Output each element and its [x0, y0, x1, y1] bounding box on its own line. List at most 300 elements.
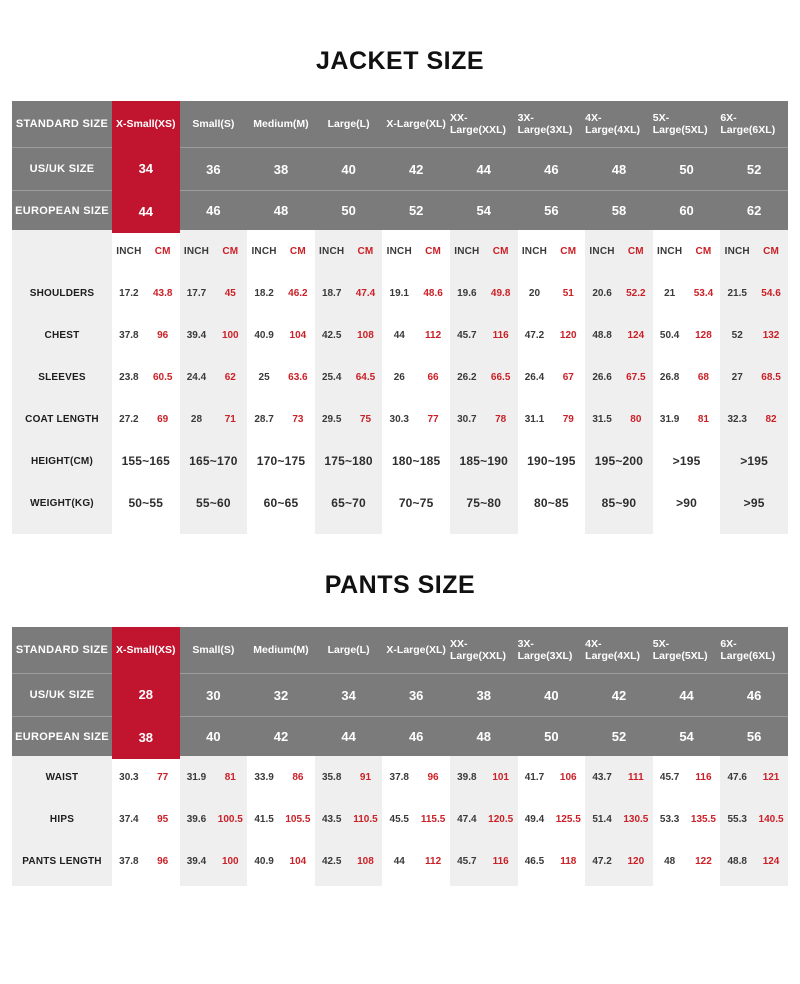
- measure-cell: [112, 840, 180, 882]
- inch-value: 55.3: [727, 813, 747, 825]
- row-label: STANDARD SIZE: [15, 644, 109, 656]
- cm-value: 54.6: [761, 287, 781, 299]
- cm-value: 132: [762, 329, 780, 341]
- size-column-cell: 34: [341, 687, 356, 703]
- measure-cell: [720, 840, 788, 882]
- measure-cell: [180, 756, 248, 798]
- inch-value: 37.8: [119, 855, 139, 867]
- table-body: [12, 230, 788, 534]
- measure-cell: [720, 356, 788, 398]
- cm-value: 116: [492, 329, 509, 341]
- measure-cell: [112, 798, 180, 840]
- cm-value: 63.6: [288, 371, 308, 383]
- inch-unit-label: INCH: [183, 245, 210, 257]
- measure-cell: [112, 314, 180, 356]
- cm-value: 91: [359, 771, 372, 783]
- size-column-cell: 46: [408, 729, 424, 744]
- cm-value: 47.4: [355, 287, 376, 299]
- inch-value: 33.9: [254, 771, 274, 783]
- inch-value: 26: [393, 371, 405, 383]
- measure-cell: [720, 398, 788, 440]
- inch-value: 51.4: [592, 813, 612, 825]
- measure-cell: [382, 798, 450, 840]
- cm-value: 135.5: [690, 813, 716, 825]
- size-column-cell: 50: [679, 161, 694, 177]
- size-column-cell: 50: [544, 729, 559, 744]
- inch-value: 47.4: [457, 813, 477, 825]
- cm-value: 78: [495, 413, 507, 425]
- size-column-cell: 44: [679, 687, 694, 703]
- cm-value: 67.5: [626, 371, 646, 383]
- measure-cell: [450, 756, 518, 798]
- cm-value: 81: [697, 413, 709, 425]
- inch-value: 35.8: [321, 771, 342, 783]
- measure-cell: [518, 756, 586, 798]
- size-column-cell: Medium(M): [253, 644, 309, 656]
- size-column-cell: 38: [476, 687, 491, 703]
- measure-cell: [112, 272, 180, 314]
- range-cell: 175~180: [315, 440, 383, 482]
- range-cell: 85~90: [585, 482, 653, 524]
- cm-value: 71: [224, 413, 236, 425]
- inch-value: 17.7: [186, 287, 207, 299]
- cm-value: 49.8: [490, 287, 511, 299]
- inch-value: 47.6: [727, 771, 747, 783]
- range-row: [12, 440, 788, 482]
- measure-cell: [247, 314, 315, 356]
- size-column-cell: 38: [273, 161, 289, 177]
- cm-value: 124: [627, 329, 645, 341]
- cm-value: 130.5: [623, 813, 649, 825]
- cm-unit-label: CM: [154, 245, 171, 257]
- cm-unit-label: CM: [763, 245, 780, 257]
- inch-value: 30.3: [119, 771, 139, 783]
- filler-row: [12, 524, 788, 534]
- inch-value: 47.2: [524, 329, 545, 341]
- pants-size-title: PANTS SIZE: [324, 571, 476, 599]
- filler-cell: [585, 882, 653, 886]
- inch-value: 21: [664, 287, 676, 299]
- range-cell: 70~75: [398, 496, 434, 510]
- cm-value: 77: [427, 413, 439, 425]
- filler-cell: [585, 524, 653, 534]
- filler-cell: [720, 524, 788, 534]
- range-cell: 165~170: [180, 440, 248, 482]
- cm-value: 140.5: [758, 813, 784, 825]
- cm-value: 104: [289, 329, 307, 341]
- size-column-cell: 62: [746, 203, 762, 218]
- inch-value: 20.6: [592, 287, 612, 299]
- filler-cell: [450, 882, 518, 886]
- size-column-cell: 32: [273, 687, 289, 703]
- inch-value: 43.5: [321, 813, 342, 825]
- inch-value: 53.3: [659, 813, 680, 825]
- cm-value: 100: [221, 855, 239, 867]
- filler-row: [12, 882, 788, 886]
- measure-cell: [450, 398, 518, 440]
- measure-cell: [247, 798, 315, 840]
- range-row: [12, 482, 788, 524]
- inch-value: 37.8: [389, 771, 409, 783]
- inch-unit-label: INCH: [319, 245, 345, 257]
- size-column-cell: 52: [408, 203, 424, 218]
- measure-row: [12, 272, 788, 314]
- inch-value: 48.8: [727, 855, 747, 867]
- size-column-cell: XX-Large(XXL): [449, 638, 506, 662]
- highlight-column-header: X-Small(XS): [116, 644, 176, 656]
- size-column-cell: 52: [611, 729, 627, 744]
- cm-value: 46.2: [288, 287, 308, 299]
- measure-cell: [720, 756, 788, 798]
- inch-value: 31.9: [186, 771, 207, 783]
- inch-value: 26.4: [524, 371, 545, 383]
- filler-cell: [518, 882, 586, 886]
- inch-value: 31.1: [524, 413, 545, 425]
- filler-cell: [180, 524, 248, 534]
- inch-value: 19.1: [389, 287, 409, 299]
- range-cell: 155~165: [121, 454, 171, 468]
- cm-value: 120: [627, 855, 645, 867]
- measure-cell: [180, 356, 248, 398]
- cm-value: 66.5: [490, 371, 511, 383]
- inch-value: 37.8: [119, 329, 139, 341]
- measure-cell: [315, 798, 383, 840]
- measure-cell: [720, 798, 788, 840]
- units-cell: [720, 230, 788, 272]
- cm-unit-label: CM: [357, 245, 374, 257]
- size-column-cell: 4X-Large(4XL): [585, 112, 640, 136]
- size-column-cell: 42: [611, 687, 627, 703]
- size-column-cell: XX-Large(XXL): [449, 112, 506, 136]
- measure-cell: [180, 272, 248, 314]
- measure-cell: [653, 798, 721, 840]
- measure-cell: [518, 356, 586, 398]
- measure-cell: [585, 798, 653, 840]
- table-body: [12, 756, 788, 886]
- inch-value: 19.6: [457, 287, 477, 299]
- cm-value: 77: [157, 771, 169, 783]
- highlight-column-header: X-Small(XS): [116, 118, 176, 130]
- measure-cell: [720, 272, 788, 314]
- size-column-cell: Large(L): [327, 644, 370, 656]
- cm-value: 100.5: [217, 813, 243, 825]
- size-column-cell: 48: [611, 161, 627, 177]
- cm-value: 82: [765, 413, 777, 425]
- measure-cell: [247, 398, 315, 440]
- size-column-cell: Small(S): [192, 644, 235, 656]
- range-cell: 185~190: [450, 440, 518, 482]
- measure-cell: [180, 798, 248, 840]
- range-cell: 55~60: [180, 482, 248, 524]
- inch-value: 48.8: [592, 329, 612, 341]
- cm-value: 122: [695, 855, 712, 867]
- inch-value: 44: [393, 855, 405, 867]
- range-cell: >195: [720, 440, 788, 482]
- measure-cell: [653, 840, 721, 882]
- inch-value: 26.8: [659, 371, 680, 383]
- units-cell: [247, 230, 315, 272]
- measure-cell: [382, 356, 450, 398]
- size-column-cell: 6X-Large(6XL): [720, 112, 776, 136]
- measure-cell: [315, 356, 383, 398]
- units-cell: [112, 230, 180, 272]
- row-label: HIPS: [12, 798, 112, 840]
- cm-value: 106: [559, 771, 577, 783]
- cm-value: 128: [695, 329, 712, 341]
- size-column-cell: Medium(M): [253, 118, 309, 130]
- row-label: PANTS LENGTH: [12, 840, 112, 882]
- size-column-cell: 46: [206, 203, 221, 218]
- filler-cell: [382, 524, 450, 534]
- measure-cell: [112, 398, 180, 440]
- size-column-cell: 48: [273, 203, 289, 218]
- units-cell: [450, 230, 518, 272]
- inch-value: 40.9: [254, 329, 274, 341]
- inch-unit-label: INCH: [521, 245, 548, 257]
- measure-cell: [180, 840, 248, 882]
- size-column-cell: 44: [341, 729, 356, 744]
- measure-row: [12, 356, 788, 398]
- cm-value: 69: [157, 413, 169, 425]
- inch-value: 17.2: [119, 287, 139, 299]
- inch-value: 27: [731, 371, 743, 383]
- measure-cell: [653, 398, 721, 440]
- inch-value: 18.7: [321, 287, 342, 299]
- size-column-cell: 58: [611, 203, 627, 218]
- inch-value: 21.5: [727, 287, 747, 299]
- measure-row: [12, 398, 788, 440]
- inch-value: 40.9: [254, 855, 274, 867]
- measure-cell: [450, 356, 518, 398]
- highlight-column: [112, 627, 180, 759]
- cm-unit-label: CM: [425, 245, 442, 257]
- cm-value: 43.8: [152, 287, 173, 299]
- measure-row: [12, 756, 788, 798]
- measure-cell: [450, 798, 518, 840]
- cm-value: 48.6: [423, 287, 443, 299]
- inch-value: 45.7: [659, 771, 680, 783]
- inch-value: 41.5: [254, 813, 274, 825]
- measure-cell: [585, 840, 653, 882]
- measure-cell: [315, 398, 383, 440]
- measure-cell: [450, 314, 518, 356]
- measure-cell: [247, 356, 315, 398]
- cm-unit-label: CM: [627, 245, 644, 257]
- cm-unit-label: CM: [289, 245, 306, 257]
- measure-cell: [382, 840, 450, 882]
- cm-unit-label: CM: [695, 245, 712, 257]
- cm-value: 52.2: [626, 287, 646, 299]
- inch-value: 25: [258, 371, 270, 383]
- cm-value: 112: [425, 855, 442, 867]
- cm-value: 51: [562, 287, 574, 299]
- range-cell: >95: [720, 482, 788, 524]
- cm-value: 111: [628, 771, 644, 783]
- table-header: [12, 627, 788, 756]
- size-column-cell: 36: [206, 161, 221, 177]
- inch-value: 45.7: [457, 329, 477, 341]
- cm-value: 62: [224, 371, 236, 383]
- inch-value: 20: [528, 287, 541, 299]
- inch-value: 41.7: [524, 771, 545, 783]
- size-column-cell: 50: [341, 203, 356, 218]
- row-label: EUROPEAN SIZE: [15, 730, 109, 743]
- row-label: HEIGHT(CM): [12, 440, 112, 482]
- range-cell: 60~65: [263, 496, 299, 510]
- filler-cell: [247, 524, 315, 534]
- size-column-cell: 52: [746, 161, 762, 177]
- range-cell: 65~70: [315, 482, 383, 524]
- inch-unit-label: INCH: [251, 245, 277, 257]
- measure-cell: [653, 356, 721, 398]
- cm-value: 96: [427, 771, 439, 783]
- filler-cell: [180, 882, 248, 886]
- size-column-cell: 44: [476, 161, 491, 177]
- inch-value: 42.5: [321, 329, 342, 341]
- size-column-cell: X-Large(XL): [386, 644, 446, 656]
- inch-value: 45.5: [389, 813, 409, 825]
- measure-cell: [518, 798, 586, 840]
- row-label: CHEST: [12, 314, 112, 356]
- cm-value: 124: [762, 855, 780, 867]
- cm-value: 64.5: [355, 371, 376, 383]
- inch-value: 28.7: [254, 413, 274, 425]
- size-column-cell: 5X-Large(5XL): [652, 638, 708, 662]
- units-cell: [180, 230, 248, 272]
- measure-cell: [653, 272, 721, 314]
- measure-row: [12, 314, 788, 356]
- cm-value: 60.5: [152, 371, 173, 383]
- size-column-cell: 42: [273, 729, 289, 744]
- size-column-cell: 3X-Large(3XL): [517, 638, 573, 662]
- row-label: WAIST: [12, 756, 112, 798]
- measure-cell: [653, 314, 721, 356]
- inch-value: 50.4: [659, 329, 680, 341]
- size-column-cell: 6X-Large(6XL): [720, 638, 776, 662]
- row-label: [12, 230, 112, 272]
- range-cell: 50~55: [128, 496, 164, 510]
- cm-value: 66: [427, 371, 439, 383]
- cm-unit-label: CM: [492, 245, 509, 257]
- filler-cell: [518, 524, 586, 534]
- range-cell: 180~185: [391, 454, 441, 468]
- filler-cell: [653, 882, 721, 886]
- range-cell: >90: [676, 496, 698, 510]
- cm-value: 116: [695, 771, 712, 783]
- row-label: US/UK SIZE: [29, 163, 95, 175]
- filler-cell: [653, 524, 721, 534]
- inch-value: 45.7: [457, 855, 477, 867]
- filler-cell: [112, 524, 180, 534]
- measure-cell: [315, 272, 383, 314]
- range-cell: >195: [672, 454, 701, 468]
- measure-cell: [112, 356, 180, 398]
- units-cell: [653, 230, 721, 272]
- highlight-european-cell: 44: [138, 204, 154, 219]
- size-column-cell: X-Large(XL): [386, 118, 446, 130]
- measure-cell: [720, 314, 788, 356]
- size-column-cell: 30: [206, 687, 221, 703]
- measure-cell: [180, 314, 248, 356]
- cm-value: 81: [224, 771, 236, 783]
- inch-unit-label: INCH: [724, 245, 750, 257]
- cm-value: 101: [492, 771, 509, 783]
- inch-value: 44: [393, 329, 405, 341]
- inch-value: 26.2: [457, 371, 477, 383]
- inch-value: 49.4: [524, 813, 545, 825]
- cm-value: 108: [357, 329, 374, 341]
- measure-cell: [247, 840, 315, 882]
- cm-value: 75: [359, 413, 372, 425]
- cm-value: 104: [289, 855, 307, 867]
- row-label: EUROPEAN SIZE: [15, 204, 109, 217]
- measure-cell: [518, 840, 586, 882]
- inch-value: 47.2: [592, 855, 612, 867]
- cm-value: 67: [562, 371, 574, 383]
- filler-cell: [720, 882, 788, 886]
- size-column-cell: 40: [206, 729, 221, 744]
- filler-cell: [315, 882, 383, 886]
- measure-cell: [518, 314, 586, 356]
- size-column-cell: 54: [679, 729, 694, 744]
- inch-value: 30.3: [389, 413, 409, 425]
- inch-value: 23.8: [119, 371, 139, 383]
- inch-value: 39.4: [186, 855, 207, 867]
- measure-cell: [585, 356, 653, 398]
- size-column-cell: 56: [544, 203, 559, 218]
- units-cell: [585, 230, 653, 272]
- highlight-european-cell: 38: [138, 730, 154, 745]
- inch-unit-label: INCH: [657, 245, 683, 257]
- measure-cell: [585, 398, 653, 440]
- inch-value: 27.2: [119, 413, 139, 425]
- inch-unit-label: INCH: [116, 245, 142, 257]
- range-cell: 170~175: [256, 454, 306, 468]
- inch-value: 32.3: [727, 413, 747, 425]
- filler-cell: [450, 524, 518, 534]
- inch-value: 39.4: [186, 329, 207, 341]
- range-cell: 190~195: [527, 454, 576, 468]
- measure-cell: [315, 314, 383, 356]
- cm-value: 105.5: [285, 813, 311, 825]
- measure-cell: [585, 756, 653, 798]
- row-label: US/UK SIZE: [29, 689, 95, 701]
- size-column-cell: 5X-Large(5XL): [652, 112, 708, 136]
- size-column-cell: 40: [544, 687, 559, 703]
- measure-cell: [382, 272, 450, 314]
- measure-cell: [247, 272, 315, 314]
- measure-cell: [315, 840, 383, 882]
- highlight-usuk-cell: 34: [138, 161, 154, 176]
- cm-value: 53.4: [693, 287, 714, 299]
- inch-value: 46.5: [524, 855, 545, 867]
- inch-value: 37.4: [119, 813, 139, 825]
- measure-row: [12, 840, 788, 882]
- filler-cell: [112, 882, 180, 886]
- cm-unit-label: CM: [560, 245, 577, 257]
- inch-value: 25.4: [321, 371, 342, 383]
- range-cell: 75~80: [450, 482, 518, 524]
- measure-cell: [382, 756, 450, 798]
- inch-unit-label: INCH: [454, 245, 480, 257]
- filler-cell: [382, 882, 450, 886]
- jacket-size-section: [0, 46, 800, 534]
- cm-value: 120: [559, 329, 577, 341]
- row-label: COAT LENGTH: [12, 398, 112, 440]
- measure-cell: [450, 840, 518, 882]
- size-column-cell: Small(S): [192, 118, 235, 130]
- highlight-usuk-cell: 28: [138, 687, 154, 702]
